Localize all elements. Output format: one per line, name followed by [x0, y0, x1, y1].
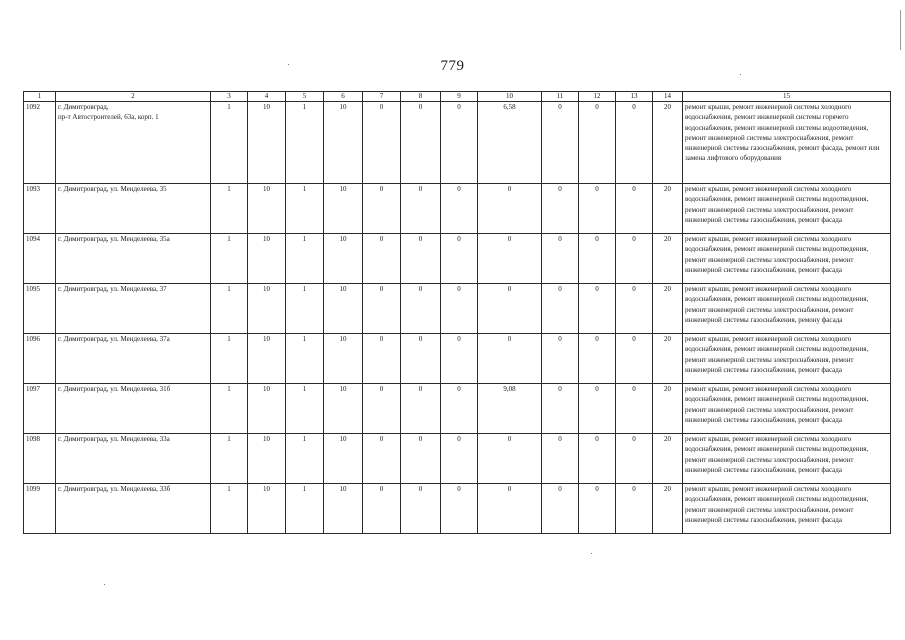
- table-row: [24, 284, 891, 334]
- table-cell: 0: [401, 434, 441, 484]
- scan-speck: [288, 64, 289, 65]
- column-header: 14: [653, 92, 683, 102]
- address-cell: г. Димитровград, ул. Менделеева, 31б: [56, 384, 211, 434]
- table-cell: 0: [616, 384, 653, 434]
- table-row: [24, 102, 891, 184]
- registry-table: [23, 91, 891, 534]
- table-cell: 0: [542, 484, 579, 534]
- table-cell: 10: [324, 284, 363, 334]
- column-header: 6: [324, 92, 363, 102]
- table-cell: 0: [579, 484, 616, 534]
- page-number: 779: [440, 58, 465, 74]
- table-cell: 0: [401, 184, 441, 234]
- works-list: ремонт крыши, ремонт инженерной системы холодного водоснабжения, ремонт инженерной системы водоотведения, ремонт инженерной системы электроснабжения, ремонт инженерной системы газоснабжения, ремонт фасада: [683, 434, 891, 484]
- row-number: 1092: [24, 102, 56, 184]
- row-number: 1094: [24, 234, 56, 284]
- table-cell: 0: [542, 334, 579, 384]
- header-row: [24, 92, 891, 102]
- table-cell: 10: [248, 384, 286, 434]
- row-number: 1093: [24, 184, 56, 234]
- table-cell: 9,08: [478, 384, 542, 434]
- row-number: 1095: [24, 284, 56, 334]
- table-cell: 10: [248, 234, 286, 284]
- table-cell: 1: [211, 384, 248, 434]
- table-cell: 0: [542, 184, 579, 234]
- table-cell: 20: [653, 234, 683, 284]
- address-cell: [56, 102, 211, 184]
- table-cell: 0: [441, 234, 478, 284]
- table-cell: 1: [286, 184, 324, 234]
- table-cell: 0: [542, 102, 579, 184]
- column-header: 11: [542, 92, 579, 102]
- table-cell: 0: [363, 234, 401, 284]
- table-cell: 0: [579, 234, 616, 284]
- table-cell: 0: [401, 334, 441, 384]
- table-cell: 20: [653, 184, 683, 234]
- address-cell: г. Димитровград, ул. Менделеева, 35: [56, 184, 211, 234]
- table-cell: 0: [401, 234, 441, 284]
- address-cell: г. Димитровград, ул. Менделеева, 37а: [56, 334, 211, 384]
- table-cell: 1: [211, 234, 248, 284]
- table-cell: 0: [579, 434, 616, 484]
- table-cell: 10: [324, 484, 363, 534]
- table-cell: 0: [363, 102, 401, 184]
- table-cell: 0: [441, 434, 478, 484]
- table-cell: 1: [211, 484, 248, 534]
- table-cell: 20: [653, 334, 683, 384]
- column-header: 1: [24, 92, 56, 102]
- table-cell: 0: [401, 284, 441, 334]
- scan-speck: [104, 584, 105, 585]
- table-row: [24, 434, 891, 484]
- table-cell: 0: [616, 434, 653, 484]
- column-header: 9: [441, 92, 478, 102]
- table-cell: 1: [211, 334, 248, 384]
- table-cell: 1: [286, 334, 324, 384]
- table-row: [24, 334, 891, 384]
- scan-speck: [591, 553, 592, 554]
- column-header: 12: [579, 92, 616, 102]
- table-cell: 1: [211, 184, 248, 234]
- table-cell: 0: [579, 102, 616, 184]
- table-cell: 0: [478, 284, 542, 334]
- table-cell: 0: [441, 384, 478, 434]
- row-number: 1096: [24, 334, 56, 384]
- table-cell: 1: [286, 102, 324, 184]
- table-cell: 0: [579, 334, 616, 384]
- table-row: [24, 384, 891, 434]
- column-header: 3: [211, 92, 248, 102]
- table-cell: 10: [248, 334, 286, 384]
- scan-speck: [740, 74, 741, 75]
- table-cell: 0: [441, 334, 478, 384]
- table-cell: 0: [542, 384, 579, 434]
- table-cell: 0: [616, 484, 653, 534]
- table-cell: 0: [363, 334, 401, 384]
- table-cell: 0: [363, 384, 401, 434]
- table-cell: 20: [653, 102, 683, 184]
- works-list: ремонт крыши, ремонт инженерной системы холодного водоснабжения, ремонт инженерной системы водоотведения, ремонт инженерной системы электроснабжения, ремонт инженерной системы газоснабжения, ремонт фасада: [683, 334, 891, 384]
- table-cell: 0: [478, 484, 542, 534]
- table-cell: 1: [286, 284, 324, 334]
- table-cell: 10: [324, 102, 363, 184]
- address-line-2: пр-т Автостроителей, 63а, корп. 1: [58, 113, 159, 122]
- table-cell: 0: [441, 484, 478, 534]
- table-cell: 0: [616, 184, 653, 234]
- table-cell: 6,58: [478, 102, 542, 184]
- works-list: ремонт крыши, ремонт инженерной системы холодного водоснабжения, ремонт инженерной системы водоотведения, ремонт инженерной системы электроснабжения, ремонт инженерной системы газоснабжения, ремонт фасада: [683, 484, 891, 534]
- table-cell: 0: [363, 434, 401, 484]
- column-header: 8: [401, 92, 441, 102]
- row-number: 1097: [24, 384, 56, 434]
- row-number: 1098: [24, 434, 56, 484]
- works-list: ремонт крыши, ремонт инженерной системы холодного водоснабжения, ремонт инженерной системы водоотведения, ремонт инженерной системы электроснабжения, ремонт инженерной системы газоснабжения, ремонт фасада: [683, 184, 891, 234]
- scan-edge-mark: [900, 10, 901, 50]
- works-list: ремонт крыши, ремонт инженерной системы холодного водоснабжения, ремонт инженерной системы водоотведения, ремонт инженерной системы электроснабжения, ремонт инженерной системы газоснабжения, ремону фасада: [683, 284, 891, 334]
- table-cell: 0: [616, 334, 653, 384]
- table-cell: 1: [286, 484, 324, 534]
- table-cell: 0: [579, 184, 616, 234]
- table-cell: 10: [324, 384, 363, 434]
- column-header: 5: [286, 92, 324, 102]
- table-cell: 0: [478, 234, 542, 284]
- address-cell: г. Димитровград, ул. Менделеева, 37: [56, 284, 211, 334]
- table-cell: 20: [653, 384, 683, 434]
- table-cell: 0: [441, 184, 478, 234]
- table-cell: 1: [286, 384, 324, 434]
- works-list: ремонт крыши, ремонт инженерной системы холодного водоснабжения, ремонт инженерной системы водоотведения, ремонт инженерной системы электроснабжения, ремонт инженерной системы газоснабжения, ремонт фасада: [683, 234, 891, 284]
- table-cell: 0: [579, 384, 616, 434]
- table-cell: 0: [542, 284, 579, 334]
- table-cell: 10: [248, 434, 286, 484]
- row-number: 1099: [24, 484, 56, 534]
- table-cell: 0: [441, 102, 478, 184]
- table-cell: 0: [363, 284, 401, 334]
- table-cell: 20: [653, 284, 683, 334]
- address-cell: г. Димитровград, ул. Менделеева, 33б: [56, 484, 211, 534]
- table-cell: 0: [478, 184, 542, 234]
- table-cell: 20: [653, 484, 683, 534]
- table-cell: 0: [401, 384, 441, 434]
- table-cell: 0: [542, 434, 579, 484]
- table-cell: 10: [248, 284, 286, 334]
- works-list: ремонт крыши, ремонт инженерной системы холодного водоснабжения, ремонт инженерной системы горячего водоснабжения, ремонт инженерной системы водоотведения, ремонт инженерной системы электроснабжения, ремонт инженерной системы газоснабжения, ремонт фасада, ремонт или замена лифтового оборудования: [683, 102, 891, 184]
- table-cell: 0: [478, 334, 542, 384]
- table-row: [24, 184, 891, 234]
- table-row: [24, 484, 891, 534]
- address-cell: г. Димитровград, ул. Менделеева, 33а: [56, 434, 211, 484]
- table-cell: 10: [324, 184, 363, 234]
- table-cell: 0: [401, 484, 441, 534]
- table-cell: 1: [211, 284, 248, 334]
- table-cell: 0: [542, 234, 579, 284]
- table-row: [24, 234, 891, 284]
- table-cell: 0: [616, 102, 653, 184]
- table-cell: 10: [324, 434, 363, 484]
- table-cell: 20: [653, 434, 683, 484]
- table-cell: 1: [211, 434, 248, 484]
- table-cell: 10: [324, 334, 363, 384]
- column-header: 10: [478, 92, 542, 102]
- address-cell: г. Димитровград, ул. Менделеева, 35а: [56, 234, 211, 284]
- column-header: 4: [248, 92, 286, 102]
- table-cell: 0: [616, 234, 653, 284]
- works-list: ремонт крыши, ремонт инженерной системы холодного водоснабжения, ремонт инженерной системы водоотведения, ремонт инженерной системы электроснабжения, ремонт инженерной системы газоснабжения, ремонт фасада: [683, 384, 891, 434]
- table-cell: 10: [324, 234, 363, 284]
- table-cell: 1: [286, 434, 324, 484]
- column-header: 13: [616, 92, 653, 102]
- table-cell: 0: [363, 484, 401, 534]
- column-header: 7: [363, 92, 401, 102]
- table-cell: 10: [248, 484, 286, 534]
- table-cell: 10: [248, 184, 286, 234]
- table-cell: 0: [616, 284, 653, 334]
- table-cell: 0: [401, 102, 441, 184]
- table-cell: 1: [286, 234, 324, 284]
- address-line: г. Димитровград,: [58, 103, 109, 111]
- table-cell: 0: [579, 284, 616, 334]
- table-cell: 0: [441, 284, 478, 334]
- column-header: 2: [56, 92, 211, 102]
- table-cell: 1: [211, 102, 248, 184]
- column-header: 15: [683, 92, 891, 102]
- table-cell: 0: [478, 434, 542, 484]
- table-cell: 0: [363, 184, 401, 234]
- table-cell: 10: [248, 102, 286, 184]
